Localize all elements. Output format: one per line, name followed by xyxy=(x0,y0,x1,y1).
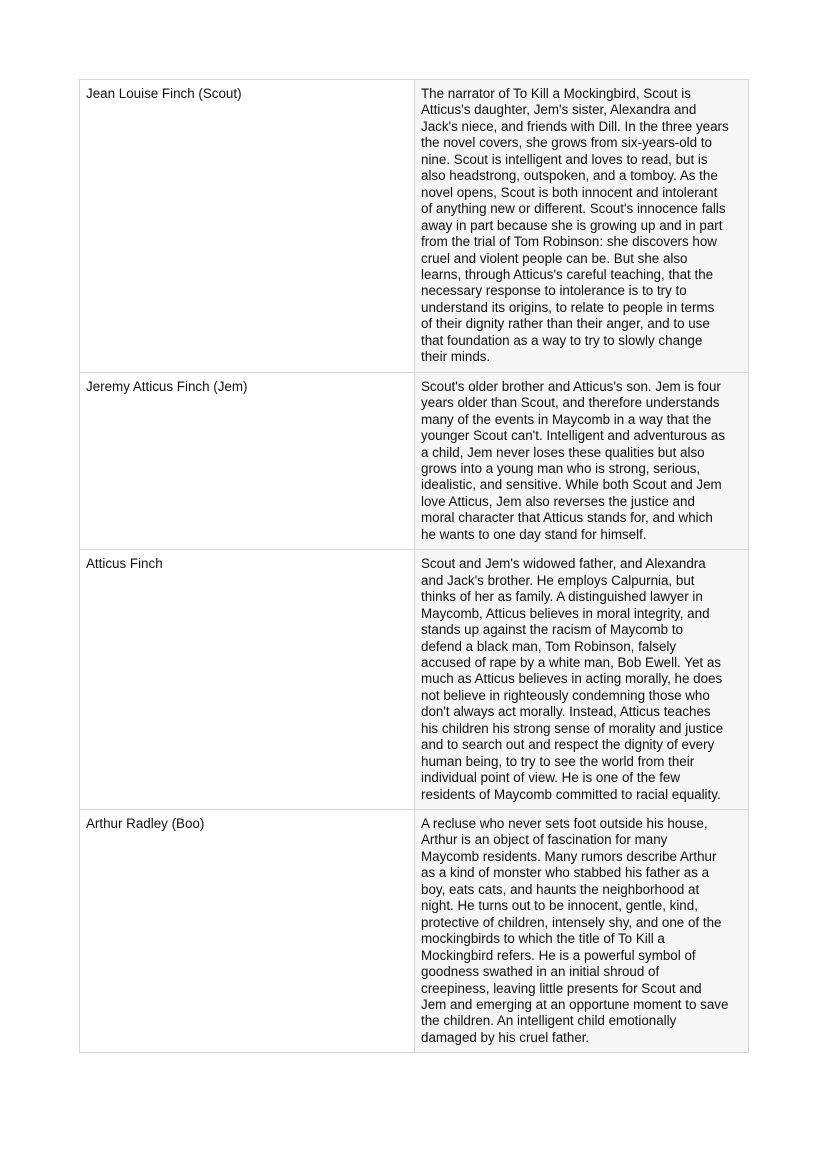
description-line: not believe in righteously condemning those who xyxy=(421,687,710,703)
description-line: cruel and violent people can be. But she also xyxy=(421,250,688,266)
description-line: he wants to one day stand for himself. xyxy=(421,526,647,542)
description-line: years older than Scout, and therefore understands xyxy=(421,395,720,411)
description-line: nine. Scout is intelligent and loves to read, but is xyxy=(421,151,708,167)
character-name: Arthur Radley (Boo) xyxy=(80,810,415,1053)
description-line: stands up against the racism of Maycomb to xyxy=(421,622,683,638)
character-name: Atticus Finch xyxy=(80,550,415,810)
description-line: residents of Maycomb committed to racial equality. xyxy=(421,786,721,802)
description-line: of anything new or different. Scout's innocence falls xyxy=(421,201,726,217)
description-line: a child, Jem never loses these qualities but also xyxy=(421,444,705,460)
description-line: love Atticus, Jem also reverses the justice and xyxy=(421,493,695,509)
description-line: the novel covers, she grows from six-years-old to xyxy=(421,135,712,151)
description-line: The narrator of To Kill a Mockingbird, Scout is xyxy=(421,86,691,101)
description-line: younger Scout can't. Intelligent and adventurous as xyxy=(421,428,726,444)
character-description xyxy=(415,550,749,810)
description-line: goodness swathed in an initial shroud of xyxy=(421,964,660,980)
description-line: night. He turns out to be innocent, gentle, kind, xyxy=(421,898,698,914)
description-line: Jack's niece, and friends with Dill. In the three years xyxy=(421,118,729,134)
character-name: Jean Louise Finch (Scout) xyxy=(80,80,415,373)
description-line: necessary response to intolerance is to try to xyxy=(421,283,687,299)
description-line: away in part because she is growing up and in part xyxy=(421,217,723,233)
description-line: grows into a young man who is strong, serious, xyxy=(421,460,701,476)
description-line: as a kind of monster who stabbed his father as a xyxy=(421,865,710,881)
description-line: protective of children, intensely shy, and one of the xyxy=(421,914,722,930)
description-line: moral character that Atticus stands for, and which xyxy=(421,510,713,526)
description-line: their minds. xyxy=(421,349,491,365)
description-line: don't always act morally. Instead, Atticus teaches xyxy=(421,704,711,720)
table-row xyxy=(80,80,749,373)
character-description xyxy=(415,372,749,550)
description-line: much as Atticus believes in acting morally, he does xyxy=(421,671,723,687)
description-line: Maycomb, Atticus believes in moral integrity, and xyxy=(421,605,710,621)
description-line: the children. An intelligent child emotionally xyxy=(421,1013,677,1029)
table-row xyxy=(80,372,749,550)
description-line: also headstrong, outspoken, and a tomboy. As the xyxy=(421,168,718,184)
description-line: Mockingbird refers. He is a powerful symbol of xyxy=(421,947,696,963)
description-line: learns, through Atticus's careful teaching, that the xyxy=(421,266,714,282)
description-line: Scout's older brother and Atticus's son. Jem is four xyxy=(421,378,721,394)
description-line: and Jack's brother. He employs Calpurnia, but xyxy=(421,572,695,588)
description-line: many of the events in Maycomb in a way that the xyxy=(421,411,712,427)
character-description xyxy=(415,810,749,1053)
description-line: individual point of view. He is one of the few xyxy=(421,770,681,786)
description-line: idealistic, and sensitive. While both Scout and Jem xyxy=(421,477,722,493)
description-line: Atticus's daughter, Jem's sister, Alexandra and xyxy=(421,102,697,118)
description-line: Arthur is an object of fascination for many xyxy=(421,832,668,848)
table-row xyxy=(80,550,749,810)
description-line: A recluse who never sets foot outside his house, xyxy=(421,816,708,832)
description-line: that foundation as a way to try to slowly change xyxy=(421,332,703,348)
character-table xyxy=(79,79,749,1053)
description-line: defend a black man, Tom Robinson, falsely xyxy=(421,638,677,654)
description-line: understand its origins, to relate to people in terms xyxy=(421,299,715,315)
character-description xyxy=(415,80,749,373)
description-line: damaged by his cruel father. xyxy=(421,1029,590,1045)
description-line: mockingbirds to which the title of To Kill a xyxy=(421,931,665,947)
description-line: from the trial of Tom Robinson: she discovers how xyxy=(421,234,717,250)
description-line: of their dignity rather than their anger, and to use xyxy=(421,316,710,332)
description-line: thinks of her as family. A distinguished lawyer in xyxy=(421,589,703,605)
description-line: boy, eats cats, and haunts the neighborhood at xyxy=(421,881,700,897)
character-name: Jeremy Atticus Finch (Jem) xyxy=(80,372,415,550)
description-line: creepiness, leaving little presents for Scout and xyxy=(421,980,702,996)
description-line: Jem and emerging at an opportune moment to save xyxy=(421,997,729,1013)
description-line: human being, to try to see the world from their xyxy=(421,753,695,769)
description-line: Scout and Jem's widowed father, and Alexandra xyxy=(421,556,706,572)
description-line: Maycomb residents. Many rumors describe Arthur xyxy=(421,848,717,864)
description-line: novel opens, Scout is both innocent and intolerant xyxy=(421,184,718,200)
description-line: his children his strong sense of morality and justice xyxy=(421,720,724,736)
table-row xyxy=(80,810,749,1053)
description-line: and to search out and respect the dignity of every xyxy=(421,737,715,753)
description-line: accused of rape by a white man, Bob Ewell. Yet as xyxy=(421,654,721,670)
